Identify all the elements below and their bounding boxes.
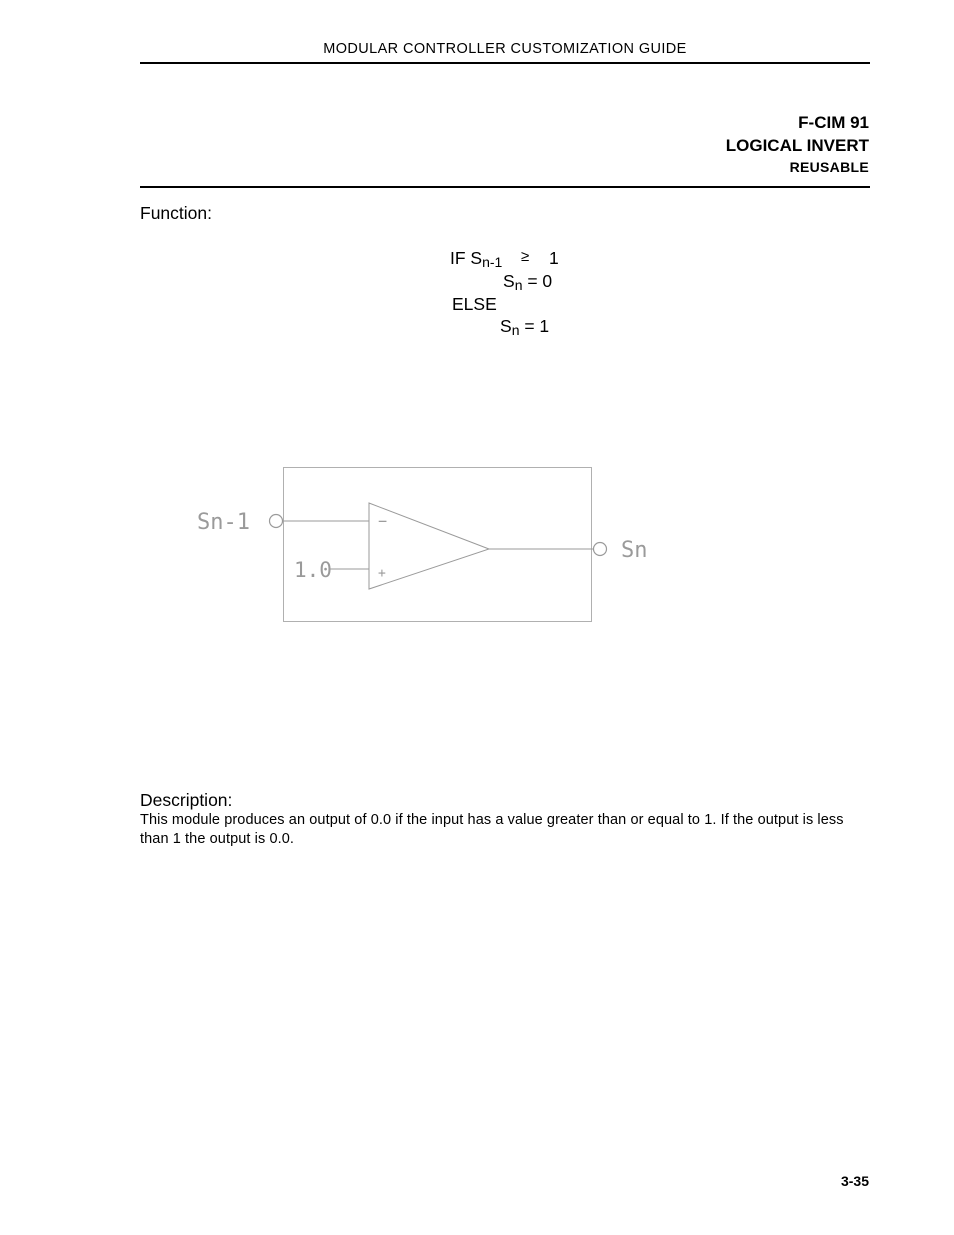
module-code: F-CIM 91: [798, 113, 869, 132]
description-text: This module produces an output of 0.0 if the input has a value greater than or equal to 1. If the output is less than 1 the output is 0.0.: [140, 812, 844, 847]
output-label: Sn: [621, 538, 648, 563]
function-label: Function:: [140, 203, 212, 223]
function-else-line: $S_n = 1$: [500, 316, 550, 338]
input-label: Sn-1: [197, 510, 250, 535]
function-else-keyword: ELSE: [452, 294, 497, 314]
description-label: Description:: [140, 790, 233, 810]
input-terminal: [270, 515, 283, 528]
module-name: LOGICAL INVERT: [725, 136, 869, 155]
module-qualifier: REUSABLE: [789, 159, 869, 175]
if-subscript: n-1: [482, 254, 503, 270]
constant-label: 1.0: [294, 558, 332, 582]
plus-sign: +: [378, 566, 386, 581]
module-box: [284, 468, 592, 622]
function-threshold: 1: [549, 248, 559, 268]
output-terminal: [594, 543, 607, 556]
if-keyword: IF S: [450, 248, 483, 268]
function-operator: ≥: [521, 248, 530, 265]
page-number: 3-35: [840, 1173, 869, 1189]
running-header: MODULAR CONTROLLER CUSTOMIZATION GUIDE: [323, 41, 687, 57]
minus-sign: −: [378, 512, 388, 530]
function-then-line: $S_n = 0$: [503, 271, 553, 293]
